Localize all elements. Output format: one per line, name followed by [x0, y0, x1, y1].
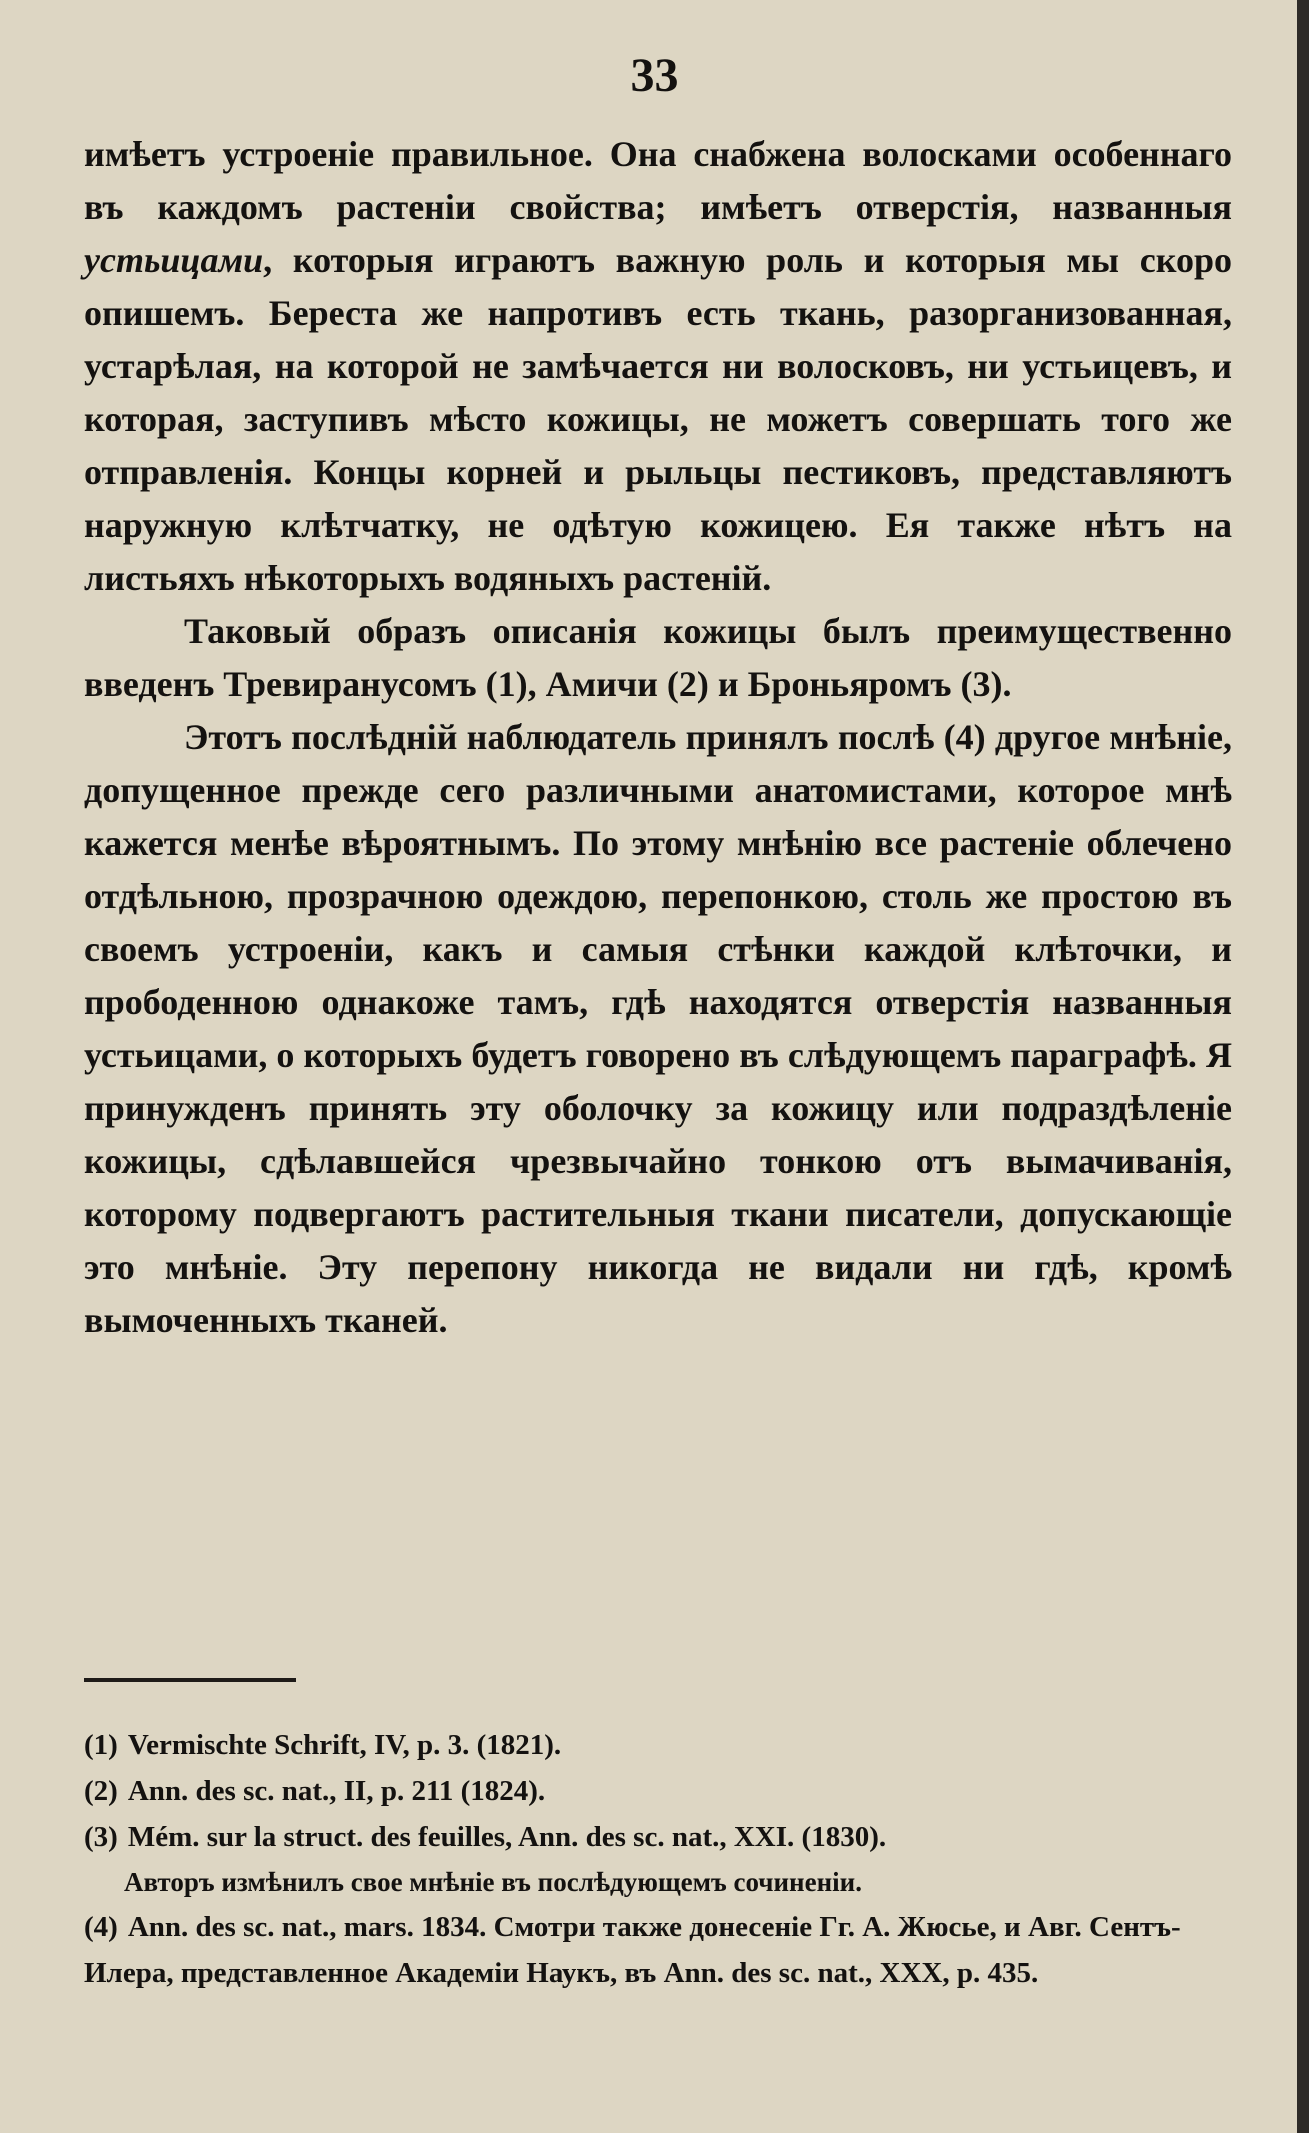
footnote-mark: (4) — [84, 1911, 118, 1943]
body-text — [84, 128, 1232, 1347]
footnote-2 — [84, 1768, 1232, 1814]
footnote-4 — [84, 1904, 1232, 1996]
footnote-3-note: Авторъ измѣнилъ свое мнѣніе въ послѣдующемъ сочиненіи. — [124, 1867, 862, 1897]
page-number: 33 — [630, 49, 679, 102]
footnote-mark: (1) — [84, 1729, 118, 1761]
footnotes — [84, 1722, 1232, 1996]
paragraph-2: Таковый образъ описанія кожицы былъ преимущественно введенъ Тревиранусомъ (1), Амичи (2) и Броньяромъ (3). — [84, 611, 1232, 704]
footnote-mark: (2) — [84, 1775, 118, 1807]
footnote-text: Ann. des sc. nat., mars. 1834. Смотри также донесеніе Гг. А. Жюсье, и Авг. Сентъ-Илера, представленное Академіи Наукъ, въ Ann. des sc. nat., XXX, p. 435. — [84, 1911, 1181, 1989]
paragraph-3: Этотъ послѣдній наблюдатель принялъ послѣ (4) другое мнѣніе, допущенное прежде сего различными анатомистами, которое мнѣ кажется менѣе вѣроятнымъ. По этому мнѣнію все растеніе облечено отдѣльною, прозрачною одеждою, перепонкою, столь же простою въ своемъ устроеніи, какъ и самыя стѣнки каждой клѣточки, и прободенною однакоже тамъ, гдѣ находятся отверстія названныя устьицами, о которыхъ будетъ говорено въ слѣдующемъ параграфѣ. Я принужденъ принять эту оболочку за кожицу или подраздѣленіе кожицы, сдѣлавшейся чрезвычайно тонкою отъ вымачиванія, которому подвергаютъ растительныя ткани писатели, допускающіе это мнѣніе. Эту перепону никогда не видали ни гдѣ, кромѣ вымоченныхъ тканей. — [84, 717, 1232, 1340]
paragraph-1-emphasis: устьицами — [84, 240, 264, 280]
paragraph-1-text-a: имѣетъ устроеніе правильное. Она снабжена волосками особеннаго въ каждомъ растеніи свойства; имѣетъ отверстія, названныя — [84, 134, 1232, 227]
footnote-mark: (3) — [84, 1821, 118, 1853]
footnote-1 — [84, 1722, 1232, 1768]
paragraph-1-text-b: , которыя играютъ важную роль и которыя мы скоро опишемъ. Береста же напротивъ есть ткань, разорганизованная, устарѣлая, на которой не замѣчается ни волосковъ, ни устьицевъ, и которая, заступивъ мѣсто кожицы, не можетъ совершать того же отправленія. Концы корней и рыльцы пестиковъ, представляютъ наружную клѣтчатку, не одѣтую кожицею. Ея также нѣтъ на листьяхъ нѣкоторыхъ водяныхъ растеній. — [84, 240, 1232, 598]
footnote-divider — [84, 1678, 296, 1682]
footnote-text: Vermischte Schrift, IV, p. 3. (1821). — [127, 1729, 562, 1761]
footnote-3 — [84, 1814, 1232, 1904]
footnote-text: Ann. des sc. nat., II, p. 211 (1824). — [127, 1775, 546, 1807]
paragraph-1 — [84, 128, 1232, 605]
footnote-text: Mém. sur la struct. des feuilles, Ann. des sc. nat., XXI. (1830). — [127, 1821, 887, 1853]
